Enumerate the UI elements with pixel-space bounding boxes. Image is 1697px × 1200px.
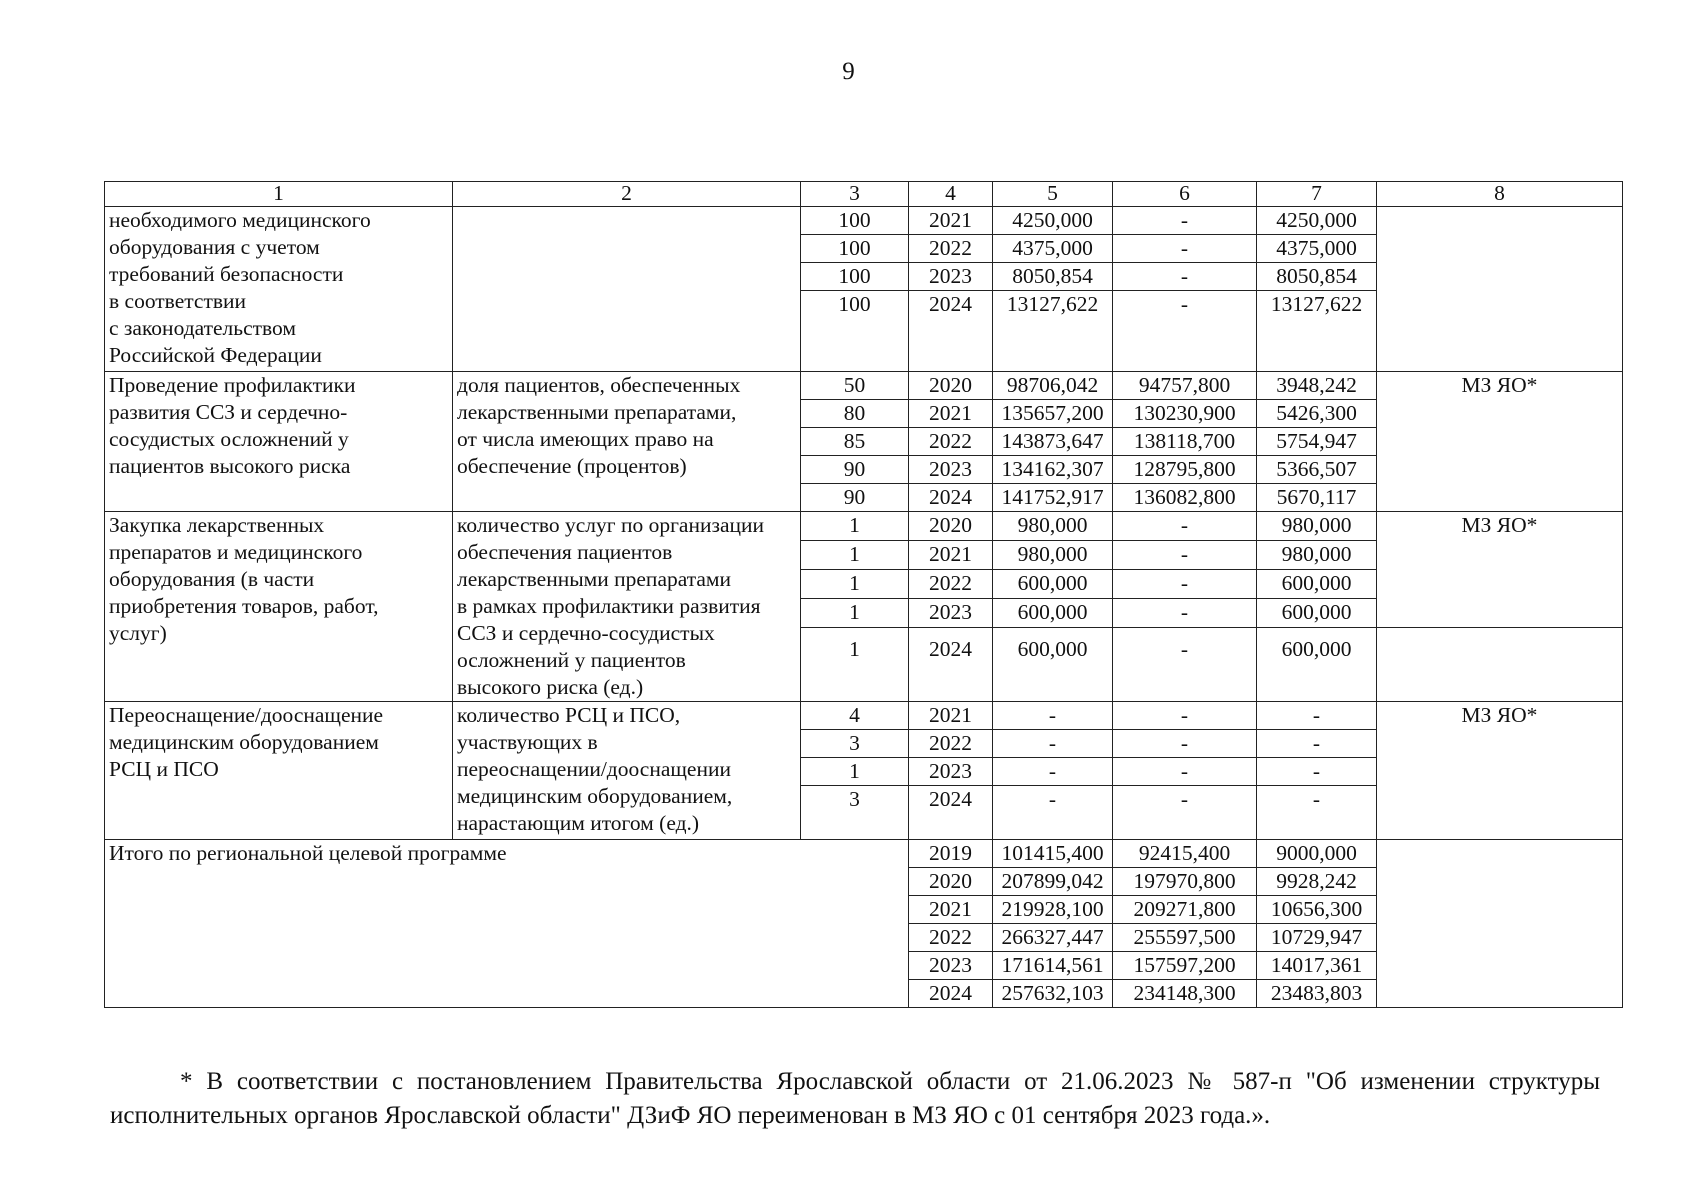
federal-cell: 130230,900 — [1113, 400, 1257, 428]
indicator-cell — [453, 207, 801, 372]
executor-cell: МЗ ЯО* — [1377, 702, 1623, 840]
federal-cell: - — [1113, 730, 1257, 758]
regional-cell: 5366,507 — [1257, 456, 1377, 484]
total-cell: - — [993, 758, 1113, 786]
value-cell: 100 — [801, 207, 909, 235]
federal-cell: - — [1113, 207, 1257, 235]
value-cell: 1 — [801, 599, 909, 628]
value-cell: 90 — [801, 484, 909, 512]
total-cell: 207899,042 — [993, 868, 1113, 896]
year-cell: 2023 — [909, 758, 993, 786]
activity-cell: Закупка лекарственных препаратов и медицинского оборудования (в части приобретения товаров, работ, услуг) — [105, 512, 453, 702]
activity-cell: Проведение профилактики развития ССЗ и сердечно- сосудистых осложнений у пациентов высокого риска — [105, 372, 453, 512]
year-cell: 2022 — [909, 570, 993, 599]
regional-cell: 4250,000 — [1257, 207, 1377, 235]
activity-cell: Переоснащение/дооснащение медицинским оборудованием РСЦ и ПСО — [105, 702, 453, 840]
value-cell: 1 — [801, 758, 909, 786]
total-cell: 134162,307 — [993, 456, 1113, 484]
table-row — [105, 372, 1623, 400]
regional-cell: 4375,000 — [1257, 235, 1377, 263]
regional-cell: 980,000 — [1257, 512, 1377, 541]
total-cell: 600,000 — [993, 628, 1113, 702]
regional-cell: 10656,300 — [1257, 896, 1377, 924]
regional-cell: 14017,361 — [1257, 952, 1377, 980]
year-cell: 2021 — [909, 702, 993, 730]
total-cell: 143873,647 — [993, 428, 1113, 456]
total-cell: 4375,000 — [993, 235, 1113, 263]
year-cell: 2021 — [909, 207, 993, 235]
total-cell: - — [993, 786, 1113, 840]
total-cell: 13127,622 — [993, 291, 1113, 372]
regional-cell: 600,000 — [1257, 570, 1377, 599]
federal-cell: 157597,200 — [1113, 952, 1257, 980]
regional-cell: 5754,947 — [1257, 428, 1377, 456]
year-cell: 2023 — [909, 599, 993, 628]
executor-cell — [1377, 628, 1623, 702]
year-cell: 2021 — [909, 541, 993, 570]
total-cell: 4250,000 — [993, 207, 1113, 235]
year-cell: 2024 — [909, 484, 993, 512]
federal-cell: 136082,800 — [1113, 484, 1257, 512]
regional-cell: - — [1257, 730, 1377, 758]
year-cell: 2021 — [909, 896, 993, 924]
year-cell: 2022 — [909, 428, 993, 456]
totals-label: Итого по региональной целевой программе — [105, 840, 909, 1008]
federal-cell: - — [1113, 541, 1257, 570]
header-row — [105, 182, 1623, 207]
value-cell: 100 — [801, 263, 909, 291]
header-cell: 6 — [1113, 182, 1257, 207]
total-cell: 171614,561 — [993, 952, 1113, 980]
page-number: 9 — [842, 58, 855, 85]
federal-cell: 209271,800 — [1113, 896, 1257, 924]
executor-cell — [1377, 840, 1623, 1008]
year-cell: 2021 — [909, 400, 993, 428]
regional-cell: 9000,000 — [1257, 840, 1377, 868]
value-cell: 100 — [801, 291, 909, 372]
total-cell: 219928,100 — [993, 896, 1113, 924]
year-cell: 2019 — [909, 840, 993, 868]
header-cell: 8 — [1377, 182, 1623, 207]
total-cell: - — [993, 702, 1113, 730]
value-cell: 1 — [801, 628, 909, 702]
table-row — [105, 207, 1623, 235]
value-cell: 80 — [801, 400, 909, 428]
value-cell: 90 — [801, 456, 909, 484]
footnote: * В соответствии с постановлением Правительства Ярославской области от 21.06.2023 № 587-п "Об изменении структуры исполнительных органов Ярославской области" ДЗиФ ЯО переименован в МЗ ЯО с 01 сентября 2023 года.». — [110, 1068, 1600, 1129]
year-cell: 2020 — [909, 868, 993, 896]
executor-cell: МЗ ЯО* — [1377, 372, 1623, 512]
regional-cell: 600,000 — [1257, 599, 1377, 628]
header-cell: 7 — [1257, 182, 1377, 207]
federal-cell: - — [1113, 786, 1257, 840]
header-cell: 1 — [105, 182, 453, 207]
total-cell: 8050,854 — [993, 263, 1113, 291]
value-cell: 3 — [801, 730, 909, 758]
federal-cell: 255597,500 — [1113, 924, 1257, 952]
year-cell: 2020 — [909, 512, 993, 541]
executor-cell: МЗ ЯО* — [1377, 512, 1623, 628]
indicator-cell: количество РСЦ и ПСО, участвующих в переоснащении/дооснащении медицинским оборудованием, нарастающим итогом (ед.) — [453, 702, 801, 840]
value-cell: 1 — [801, 541, 909, 570]
federal-cell: - — [1113, 628, 1257, 702]
federal-cell: 197970,800 — [1113, 868, 1257, 896]
total-cell: 600,000 — [993, 570, 1113, 599]
regional-cell: 980,000 — [1257, 541, 1377, 570]
table-row — [105, 702, 1623, 730]
total-cell: 980,000 — [993, 541, 1113, 570]
total-cell: - — [993, 730, 1113, 758]
year-cell: 2022 — [909, 235, 993, 263]
regional-cell: 5670,117 — [1257, 484, 1377, 512]
header-cell: 2 — [453, 182, 801, 207]
regional-cell: 8050,854 — [1257, 263, 1377, 291]
header-cell: 4 — [909, 182, 993, 207]
year-cell: 2022 — [909, 730, 993, 758]
year-cell: 2023 — [909, 456, 993, 484]
federal-cell: - — [1113, 758, 1257, 786]
year-cell: 2022 — [909, 924, 993, 952]
value-cell: 50 — [801, 372, 909, 400]
activity-cell: необходимого медицинского оборудования с учетом требований безопасности в соответствии с законодательством Российской Федерации — [105, 207, 453, 372]
year-cell: 2020 — [909, 372, 993, 400]
total-cell: 600,000 — [993, 599, 1113, 628]
federal-cell: 94757,800 — [1113, 372, 1257, 400]
value-cell: 3 — [801, 786, 909, 840]
year-cell: 2024 — [909, 291, 993, 372]
year-cell: 2024 — [909, 980, 993, 1008]
value-cell: 100 — [801, 235, 909, 263]
value-cell: 85 — [801, 428, 909, 456]
total-cell: 135657,200 — [993, 400, 1113, 428]
regional-cell: 600,000 — [1257, 628, 1377, 702]
regional-cell: 3948,242 — [1257, 372, 1377, 400]
regional-cell: 10729,947 — [1257, 924, 1377, 952]
regional-cell: 13127,622 — [1257, 291, 1377, 372]
indicator-cell: количество услуг по организации обеспечения пациентов лекарственными препаратами в рамках профилактики развития ССЗ и сердечно-сосудистых осложнений у пациентов высокого риска (ед.) — [453, 512, 801, 702]
regional-cell: - — [1257, 758, 1377, 786]
year-cell: 2024 — [909, 628, 993, 702]
year-cell: 2024 — [909, 786, 993, 840]
year-cell: 2023 — [909, 263, 993, 291]
federal-cell: - — [1113, 263, 1257, 291]
total-cell: 101415,400 — [993, 840, 1113, 868]
regional-cell: - — [1257, 702, 1377, 730]
program-table — [104, 181, 1623, 1008]
value-cell: 1 — [801, 512, 909, 541]
header-cell: 5 — [993, 182, 1113, 207]
federal-cell: 138118,700 — [1113, 428, 1257, 456]
regional-cell: 5426,300 — [1257, 400, 1377, 428]
federal-cell: 128795,800 — [1113, 456, 1257, 484]
federal-cell: - — [1113, 512, 1257, 541]
header-cell: 3 — [801, 182, 909, 207]
federal-cell: 92415,400 — [1113, 840, 1257, 868]
total-cell: 98706,042 — [993, 372, 1113, 400]
year-cell: 2023 — [909, 952, 993, 980]
federal-cell: - — [1113, 702, 1257, 730]
federal-cell: - — [1113, 599, 1257, 628]
federal-cell: - — [1113, 570, 1257, 599]
executor-cell — [1377, 207, 1623, 372]
indicator-cell: доля пациентов, обеспеченных лекарственными препаратами, от числа имеющих право на обеспечение (процентов) — [453, 372, 801, 512]
total-cell: 141752,917 — [993, 484, 1113, 512]
value-cell: 1 — [801, 570, 909, 599]
totals-row — [105, 840, 1623, 868]
regional-cell: 23483,803 — [1257, 980, 1377, 1008]
regional-cell: - — [1257, 786, 1377, 840]
federal-cell: 234148,300 — [1113, 980, 1257, 1008]
regional-cell: 9928,242 — [1257, 868, 1377, 896]
table-row — [105, 512, 1623, 541]
total-cell: 980,000 — [993, 512, 1113, 541]
federal-cell: - — [1113, 235, 1257, 263]
value-cell: 4 — [801, 702, 909, 730]
federal-cell: - — [1113, 291, 1257, 372]
total-cell: 257632,103 — [993, 980, 1113, 1008]
total-cell: 266327,447 — [993, 924, 1113, 952]
